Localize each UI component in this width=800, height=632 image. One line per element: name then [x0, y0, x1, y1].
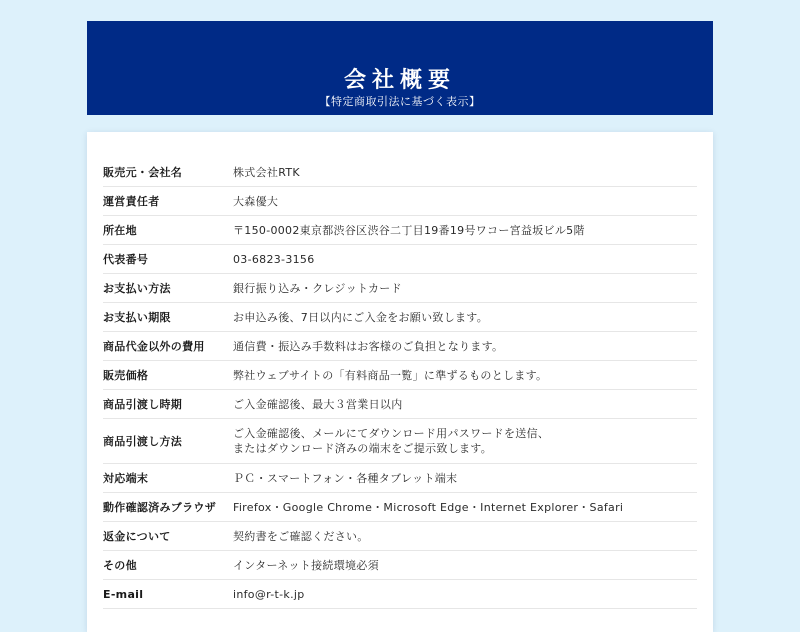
table-row-devices: [103, 464, 697, 493]
row-label: 代表番号: [103, 245, 233, 274]
table-row-seller: [103, 158, 697, 187]
table-row-payment-deadline: [103, 303, 697, 332]
row-value: インターネット接続環境必須: [233, 551, 697, 580]
row-value: ご入金確認後、最大３営業日以内: [233, 390, 697, 419]
table-row-price: [103, 361, 697, 390]
table-row-delivery-method: [103, 419, 697, 464]
table-row-browsers: [103, 493, 697, 522]
row-value: 大森優大: [233, 187, 697, 216]
table-row-manager: [103, 187, 697, 216]
table-row-other: [103, 551, 697, 580]
row-value: 通信費・振込み手数料はお客様のご負担となります。: [233, 332, 697, 361]
row-label: 返金について: [103, 522, 233, 551]
email-link[interactable]: info@r-t-k.jp: [233, 580, 697, 609]
row-label: 商品代金以外の費用: [103, 332, 233, 361]
row-label: その他: [103, 551, 233, 580]
row-value: お申込み後、7日以内にご入金をお願い致します。: [233, 303, 697, 332]
row-value: 契約書をご確認ください。: [233, 522, 697, 551]
row-value: 弊社ウェブサイトの「有料商品一覧」に準ずるものとします。: [233, 361, 697, 390]
row-label: 動作確認済みブラウザ: [103, 493, 233, 522]
row-value: 〒150-0002東京都渋谷区渋谷二丁目19番19号ワコー宮益坂ビル5階: [233, 216, 697, 245]
row-label: 所在地: [103, 216, 233, 245]
row-value: ＰＣ・スマートフォン・各種タブレット端末: [233, 464, 697, 493]
page-header: [87, 21, 713, 115]
row-label: E-mail: [103, 580, 233, 609]
row-label: 商品引渡し方法: [103, 419, 233, 464]
row-label: 販売元・会社名: [103, 158, 233, 187]
table-row-phone: [103, 245, 697, 274]
table-row-delivery-time: [103, 390, 697, 419]
company-info-table: [103, 158, 697, 609]
row-value: Firefox・Google Chrome・Microsoft Edge・Internet Explorer・Safari: [233, 493, 697, 522]
page-subtitle: 【特定商取引法に基づく表示】: [319, 95, 481, 108]
row-label: 対応端末: [103, 464, 233, 493]
table-row-address: [103, 216, 697, 245]
row-value: 銀行振り込み・クレジットカード: [233, 274, 697, 303]
row-label: 販売価格: [103, 361, 233, 390]
table-row-extra-costs: [103, 332, 697, 361]
page-title: 会社概要: [343, 68, 456, 93]
row-label: お支払い方法: [103, 274, 233, 303]
table-row-email: [103, 580, 697, 609]
table-row-payment-method: [103, 274, 697, 303]
row-label: 商品引渡し時期: [103, 390, 233, 419]
table-row-refund: [103, 522, 697, 551]
row-label: お支払い期限: [103, 303, 233, 332]
row-value: 03-6823-3156: [233, 245, 697, 274]
row-value: 株式会社RTK: [233, 158, 697, 187]
company-info-card: [87, 132, 713, 632]
row-value: ご入金確認後、メールにてダウンロード用パスワードを送信、 またはダウンロード済みの端末をご提示致します。: [233, 419, 697, 464]
row-label: 運営責任者: [103, 187, 233, 216]
